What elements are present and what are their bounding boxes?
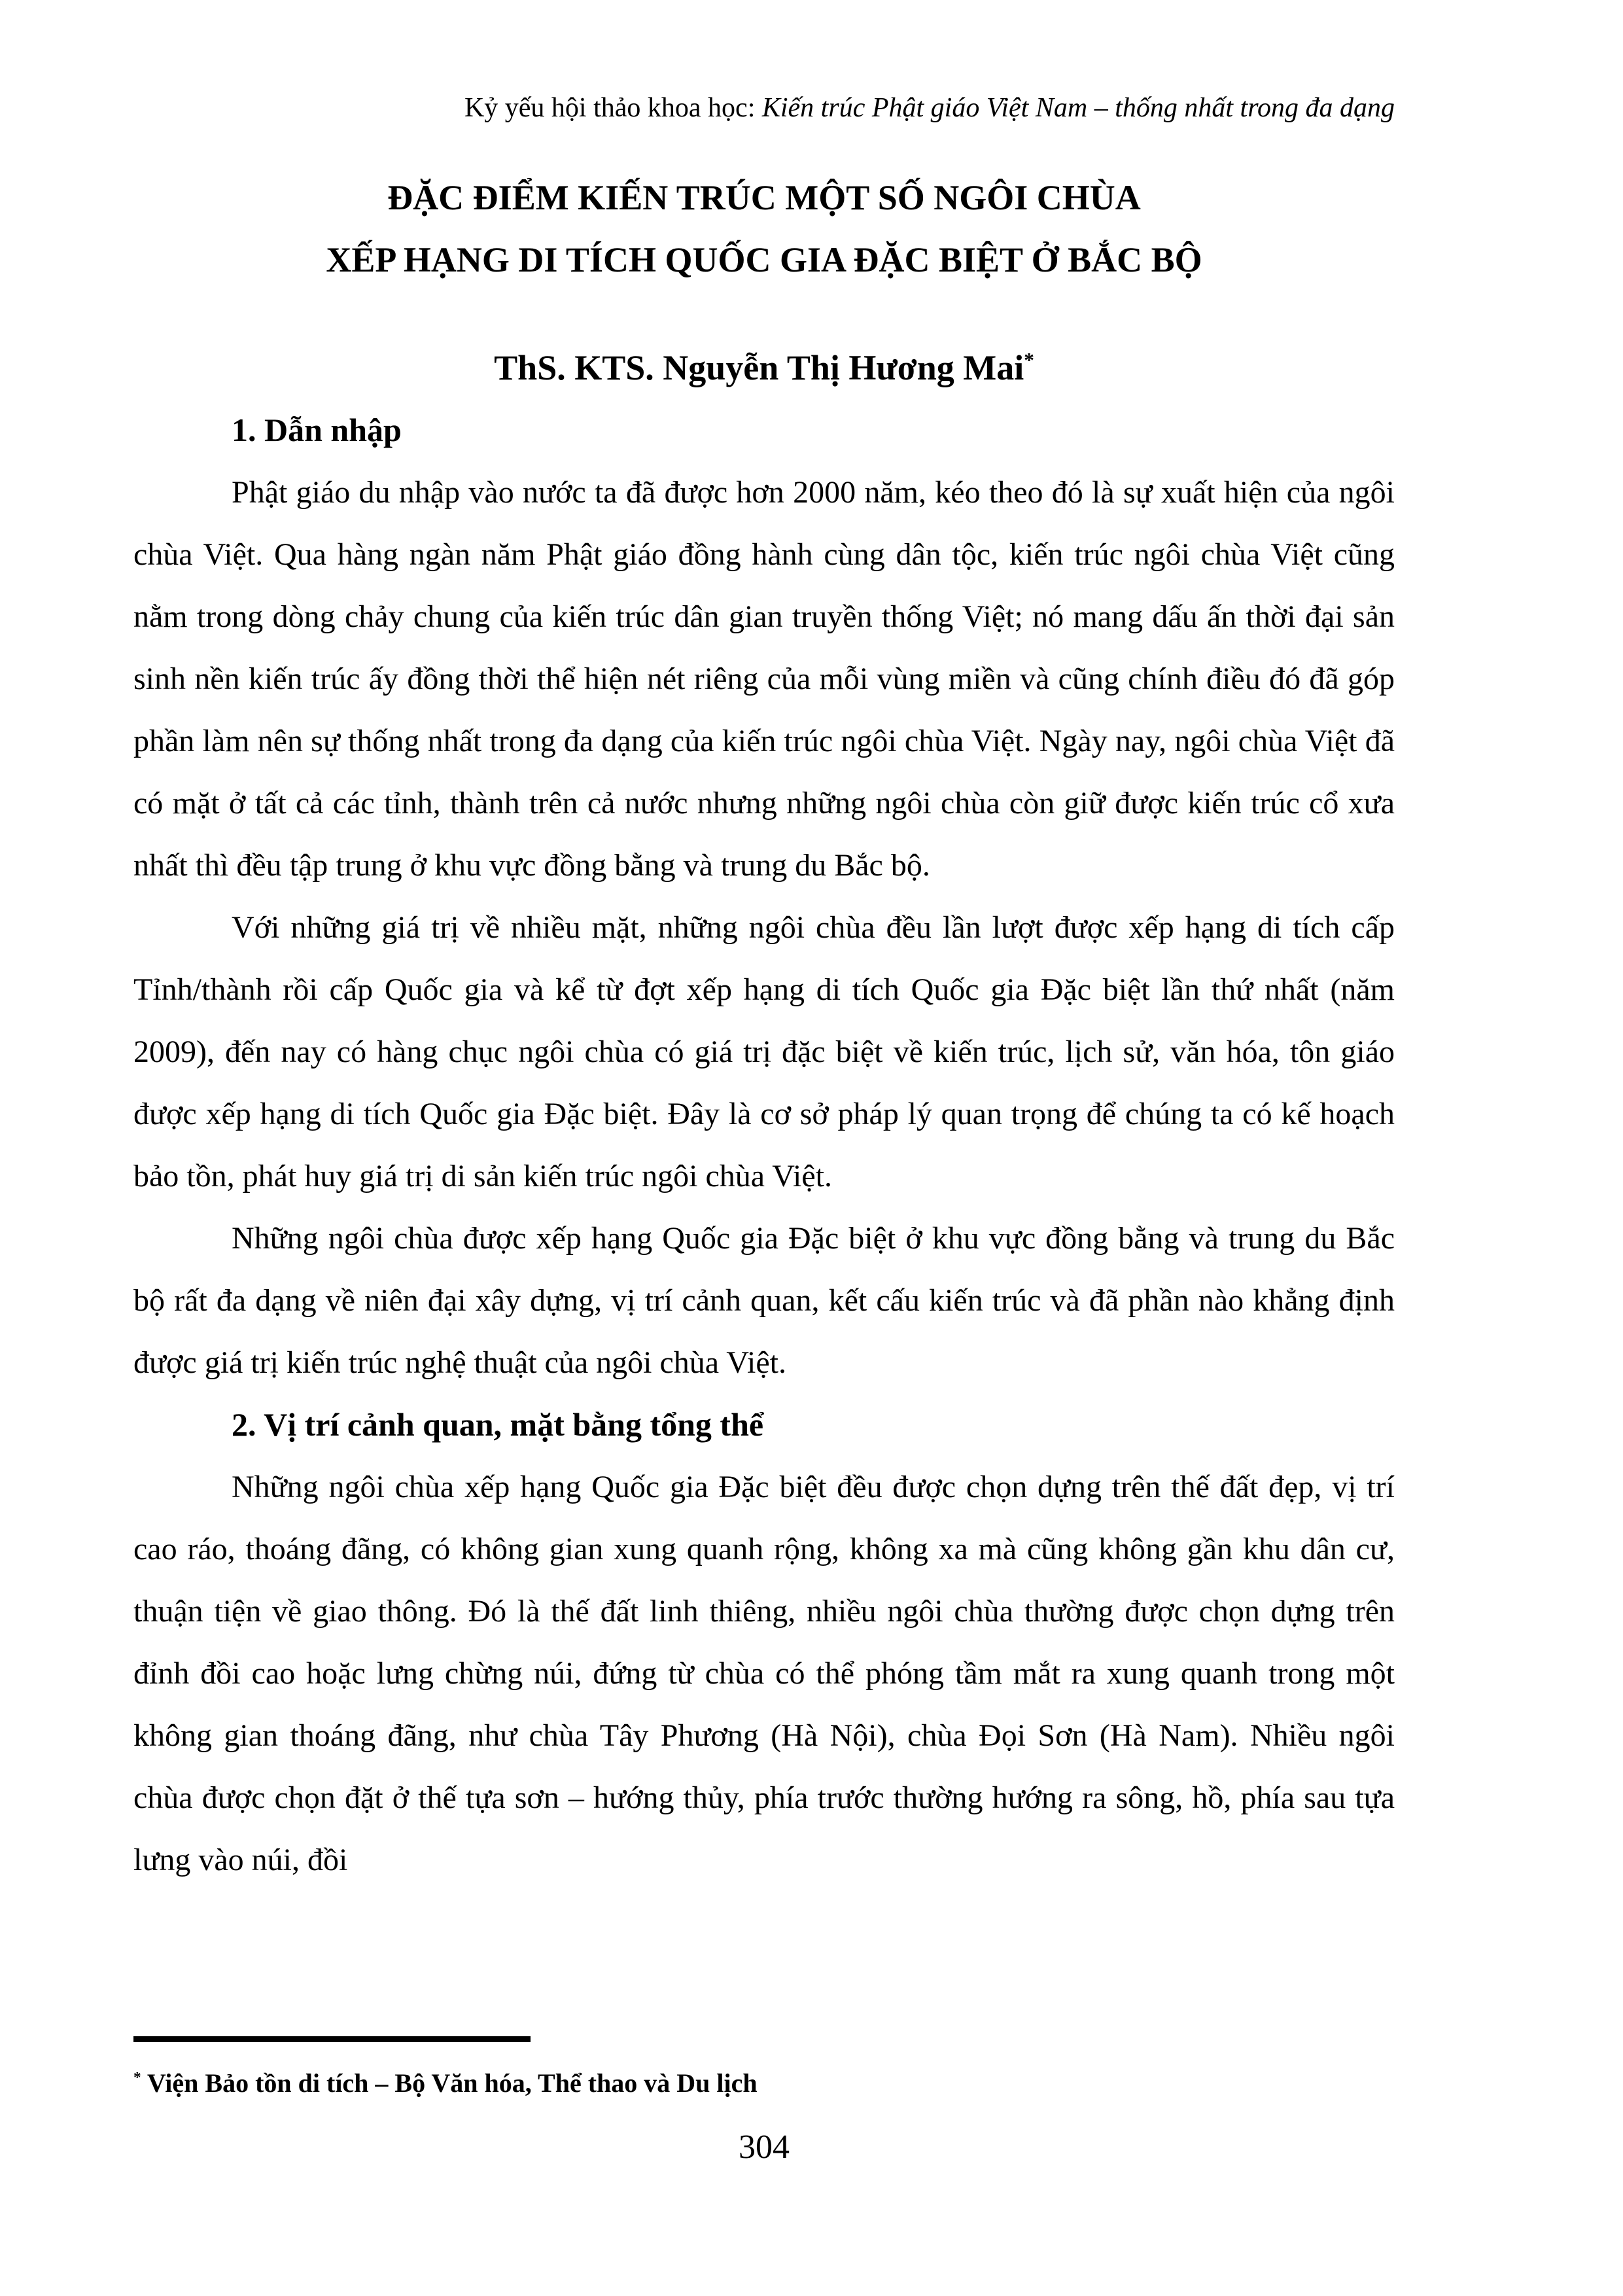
section-introduction [133, 399, 1395, 1394]
footnote-marker: * [133, 2069, 141, 2087]
footnote-text: Viện Bảo tồn di tích – Bộ Văn hóa, Thể thao và Du lịch [147, 2068, 758, 2098]
author-footnote-marker: * [1024, 349, 1034, 372]
paragraph: Phật giáo du nhập vào nước ta đã được hơn 2000 năm, kéo theo đó là sự xuất hiện của ngôi chùa Việt. Qua hàng ngàn năm Phật giáo đồng hành cùng dân tộc, kiến trúc ngôi chùa Việt cũng nằm trong dòng chảy chung của kiến trúc dân gian truyền thống Việt; nó mang dấu ấn thời đại sản sinh nền kiến trúc ấy đồng thời thể hiện nét riêng của mỗi vùng miền và cũng chính điều đó đã góp phần làm nên sự thống nhất trong đa dạng của kiến trúc ngôi chùa Việt. Ngày nay, ngôi chùa Việt đã có mặt ở tất cả các tỉnh, thành trên cả nước nhưng những ngôi chùa còn giữ được kiến trúc cổ xưa nhất thì đều tập trung ở khu vực đồng bằng và trung du Bắc bộ. [133, 475, 1395, 883]
page-number: 304 [739, 2128, 790, 2166]
author-name: ThS. KTS. Nguyễn Thị Hương Mai [494, 348, 1024, 387]
header-series-label: Kỷ yếu hội thảo khoa học: [464, 93, 762, 123]
section-2-heading: 2. Vị trí cảnh quan, mặt bằng tổng thể [232, 1406, 764, 1443]
paragraph: Với những giá trị về nhiều mặt, những ngôi chùa đều lần lượt được xếp hạng di tích cấp Tỉnh/thành rồi cấp Quốc gia và kể từ đợt xếp hạng di tích Quốc gia Đặc biệt lần thứ nhất (năm 2009), đến nay có hàng chục ngôi chùa có giá trị đặc biệt về kiến trúc, lịch sử, văn hóa, tôn giáo được xếp hạng di tích Quốc gia Đặc biệt. Đây là cơ sở pháp lý quan trọng để chúng ta có kế hoạch bảo tồn, phát huy giá trị di sản kiến trúc ngôi chùa Việt. [133, 910, 1395, 1193]
section-site-layout [133, 1394, 1395, 1891]
paragraph: Những ngôi chùa xếp hạng Quốc gia Đặc biệt đều được chọn dựng trên thế đất đẹp, vị trí cao ráo, thoáng đãng, có không gian xung quanh rộng, không xa mà cũng không gần khu dân cư, thuận tiện về giao thông. Đó là thế đất linh thiêng, nhiều ngôi chùa thường được chọn dựng trên đỉnh đồi cao hoặc lưng chừng núi, đứng từ chùa có thể phóng tầm mắt ra xung quanh trong một không gian thoáng đãng, như chùa Tây Phương (Hà Nội), chùa Đọi Sơn (Hà Nam). Nhiều ngôi chùa được chọn đặt ở thế tựa sơn – hướng thủy, phía trước thường hướng ra sông, hồ, phía sau tựa lưng vào núi, đồi [133, 1470, 1395, 1877]
paper-title [133, 167, 1395, 291]
footnote-divider [133, 2036, 531, 2042]
paragraph: Những ngôi chùa được xếp hạng Quốc gia Đặc biệt ở khu vực đồng bằng và trung du Bắc bộ rất đa dạng về niên đại xây dựng, vị trí cảnh quan, kết cấu kiến trúc và đã phần nào khẳng định được giá trị kiến trúc nghệ thuật của ngôi chùa Việt. [133, 1221, 1395, 1380]
text-column [133, 0, 1395, 1891]
header-conference-title: Kiến trúc Phật giáo Việt Nam – thống nhất trong đa dạng [761, 93, 1395, 123]
section-1-heading: 1. Dẫn nhập [232, 412, 402, 448]
footnote-area [133, 2036, 1395, 2100]
paper-title-line-2: XẾP HẠNG DI TÍCH QUỐC GIA ĐẶC BIỆT Ở BẮC BỘ [326, 240, 1202, 279]
paper-title-line-1: ĐẶC ĐIỂM KIẾN TRÚC MỘT SỐ NGÔI CHÙA [387, 178, 1141, 217]
author-line [133, 337, 1395, 399]
running-header [133, 0, 1395, 124]
footnote [133, 2067, 1395, 2100]
